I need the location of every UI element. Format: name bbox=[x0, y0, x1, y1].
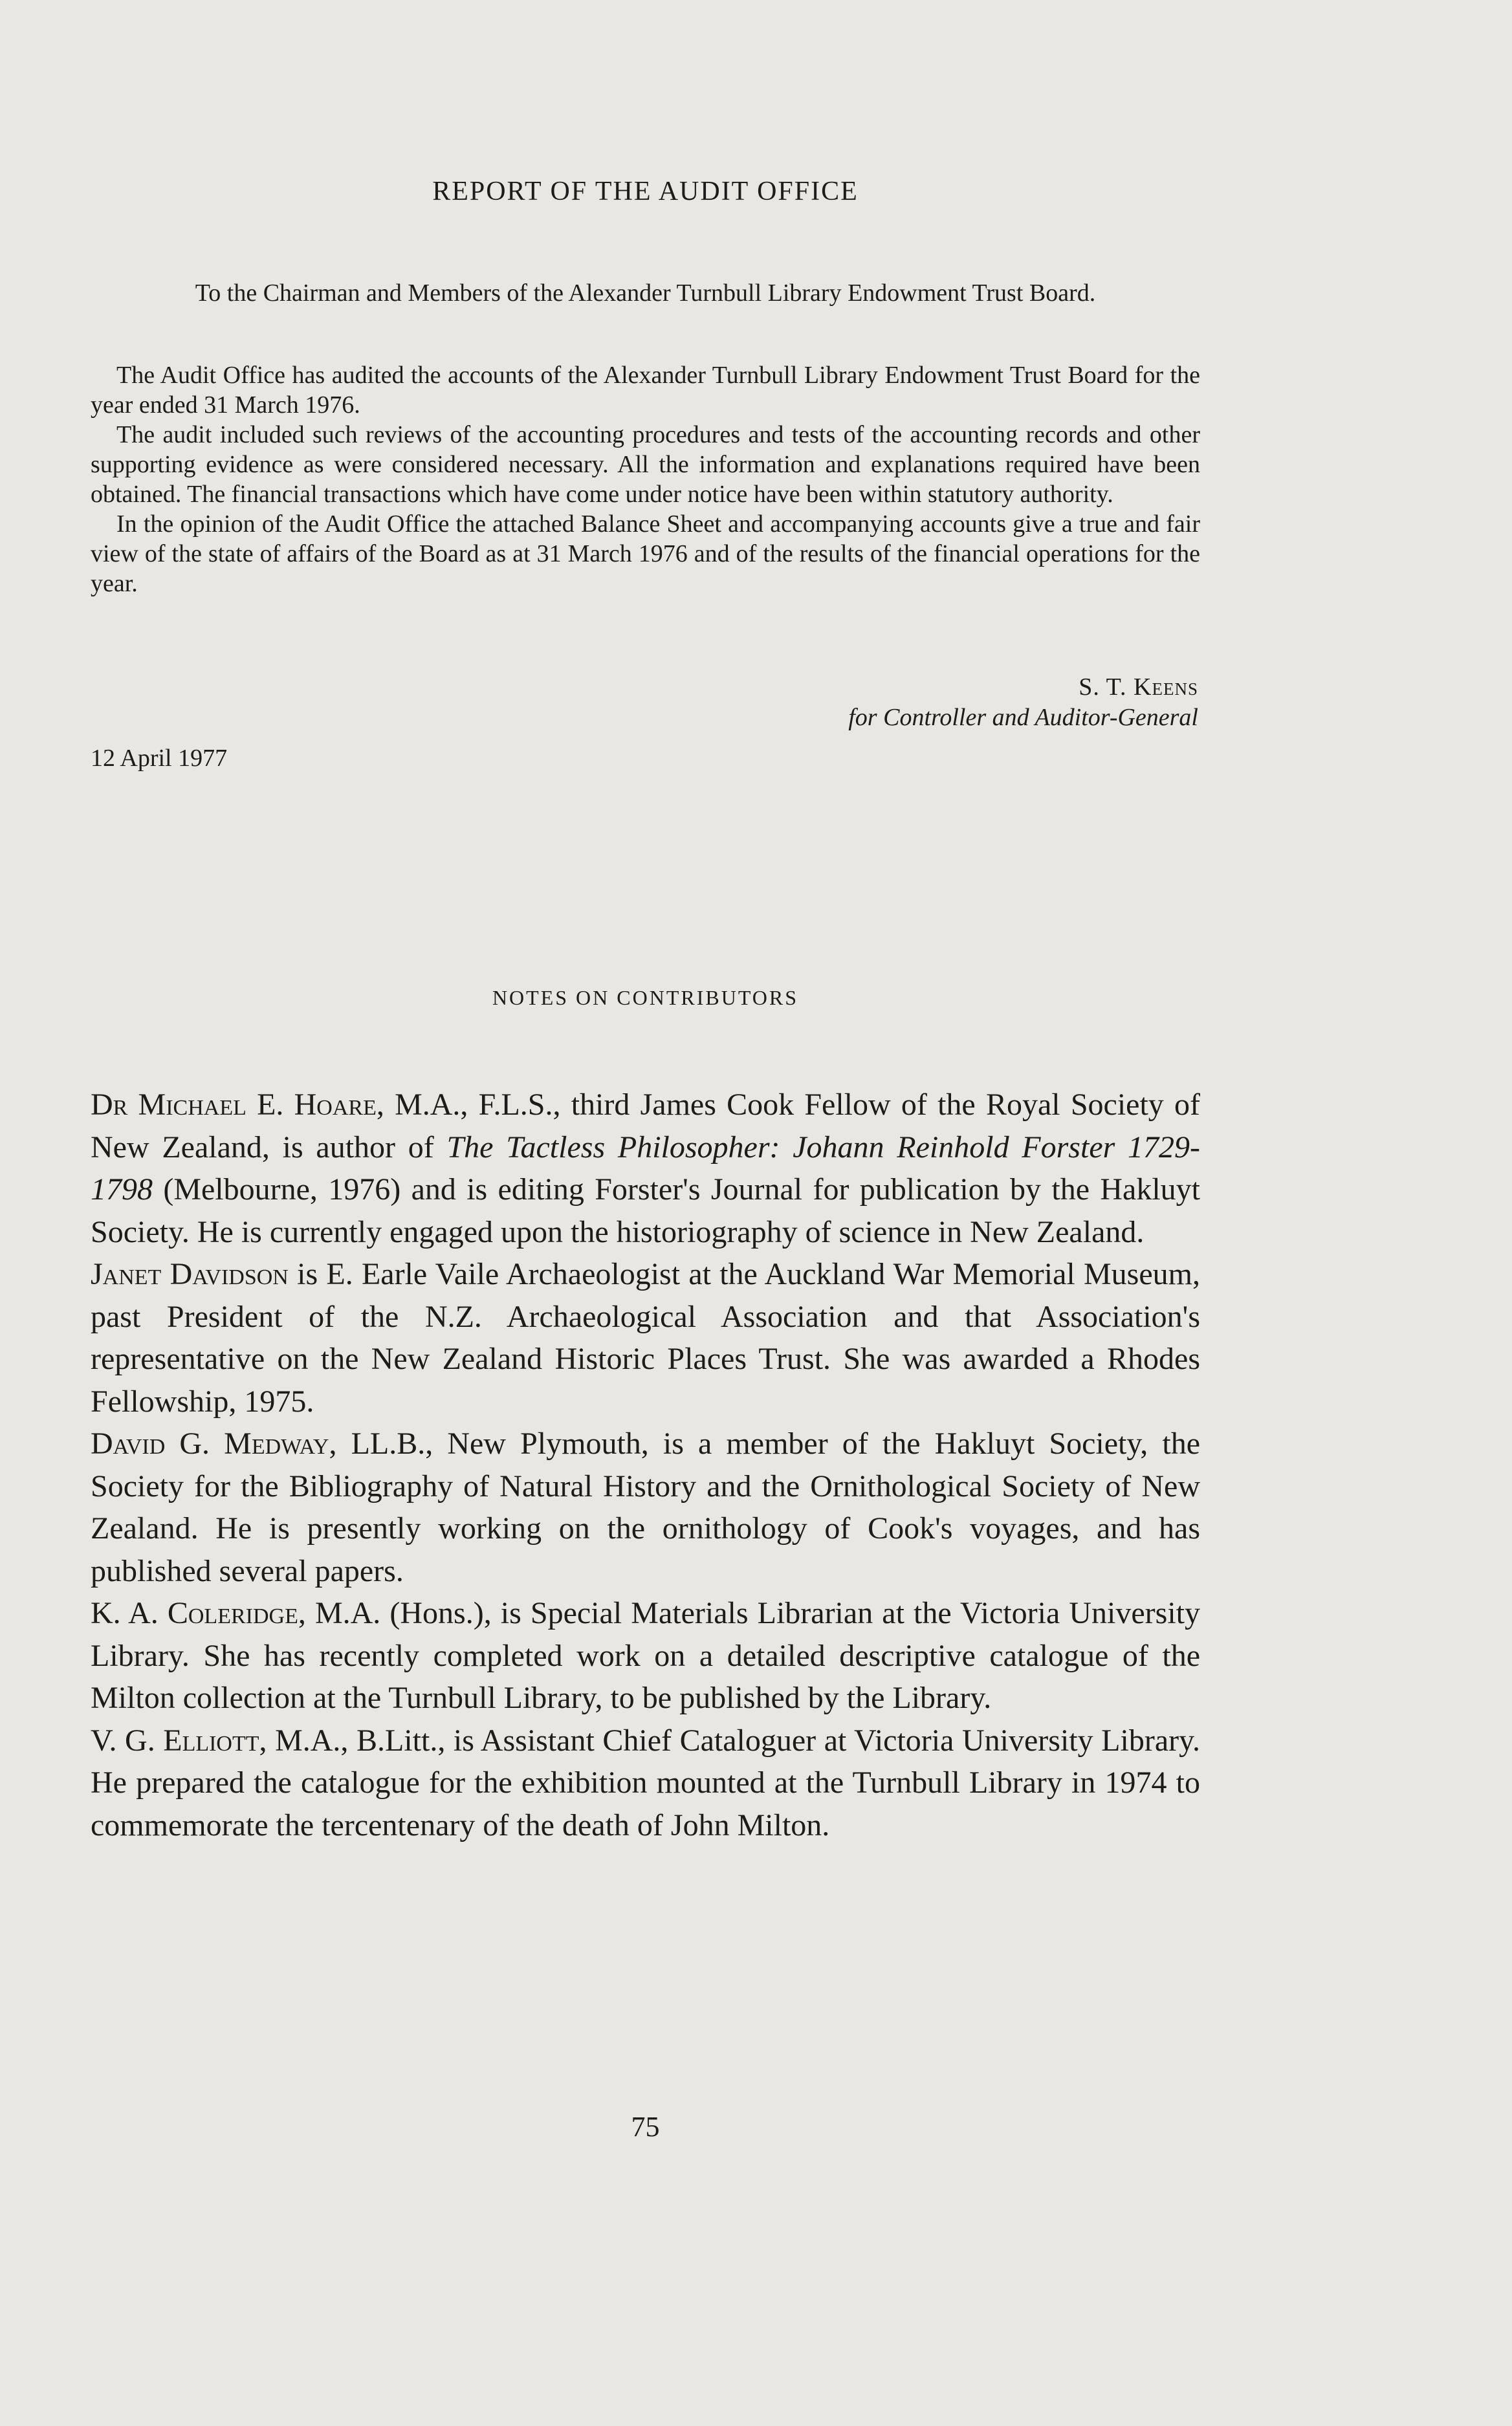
page-number: 75 bbox=[631, 2111, 660, 2143]
audit-report-body bbox=[91, 360, 1200, 598]
contributor-name: K. A. Coleridge bbox=[91, 1596, 298, 1630]
contributor-text: is E. Earle Vaile Archaeologist at the Auckland War Memorial Museum, past President of the N.Z. Archaeological Association and that Association's representative on the New Zealand Historic Places Trust. She was awarded a Rhodes Fellowship, 1975. bbox=[91, 1257, 1200, 1419]
contributor-name: Dr Michael E. Hoare bbox=[91, 1087, 377, 1122]
audit-addressee: To the Chairman and Members of the Alexander Turnbull Library Endowment Trust Board. bbox=[195, 279, 1096, 307]
contributor-text: , M.A., F.L.S., third James Cook Fellow of the Royal Society of New Zealand, is author of bbox=[91, 1087, 1200, 1164]
audit-paragraph: The audit included such reviews of the accounting procedures and tests of the accounting records and other supporting evidence as were considered necessary. All the information and explanations required have been obtained. The financial transactions which have come under notice have been within statutory authority. bbox=[91, 421, 1200, 508]
contributor-name: V. G. Elliott bbox=[91, 1723, 259, 1758]
contributor-text: (Melbourne, 1976) and is editing Forster's Journal for publication by the Hakluyt Society. He is currently engaged upon the historiography of science in New Zealand. bbox=[91, 1172, 1200, 1249]
contributor-entry bbox=[91, 1720, 1200, 1847]
contributor-text: , LL.B., New Plymouth, is a member of the Hakluyt Society, the Society for the Bibliography of Natural History and the Ornithological Society of New Zealand. He is presently working on the ornithology of Cook's voyages, and has published several papers. bbox=[91, 1426, 1201, 1588]
contributor-entry bbox=[91, 1253, 1200, 1423]
contributor-text: , M.A., B.Litt., is Assistant Chief Cataloguer at Victoria University Library. He prepared the catalogue for the exhibition mounted at the Turnbull Library in 1974 to commemorate the tercentenary of the death of John Milton. bbox=[91, 1723, 1200, 1842]
contributors-list bbox=[91, 1084, 1200, 1846]
audit-paragraph: In the opinion of the Audit Office the attached Balance Sheet and accompanying accounts give a true and fair view of the state of affairs of the Board as at 31 March 1976 and of the results of the financial operations for the year. bbox=[91, 510, 1200, 597]
contributor-entry bbox=[91, 1592, 1200, 1720]
contributor-name: David G. Medway bbox=[91, 1426, 329, 1461]
signatory-name bbox=[1079, 673, 1198, 701]
signatory-initials: S. T. bbox=[1079, 673, 1127, 701]
contributor-text: , M.A. (Hons.), is Special Materials Librarian at the Victoria University Library. She has recently completed work on a detailed descriptive catalogue of the Milton collection at the Turnbull Library, to be published by the Library. bbox=[91, 1596, 1200, 1715]
book-title: The Tactless Philosopher: Johann Reinhold Forster 1729-1798 bbox=[91, 1130, 1201, 1207]
signatory-role: for Controller and Auditor-General bbox=[848, 704, 1198, 731]
audit-report-heading: REPORT OF THE AUDIT OFFICE bbox=[432, 177, 859, 206]
report-date: 12 April 1977 bbox=[91, 745, 228, 772]
notes-heading: NOTES ON CONTRIBUTORS bbox=[492, 986, 799, 1009]
contributor-name: Janet Davidson bbox=[91, 1257, 289, 1291]
audit-paragraph: The Audit Office has audited the accounts of the Alexander Turnbull Library Endowment Trust Board for the year ended 31 March 1976. bbox=[91, 362, 1200, 419]
contributor-entry bbox=[91, 1084, 1200, 1253]
signatory-surname: Keens bbox=[1134, 673, 1198, 701]
contributor-entry bbox=[91, 1423, 1200, 1592]
